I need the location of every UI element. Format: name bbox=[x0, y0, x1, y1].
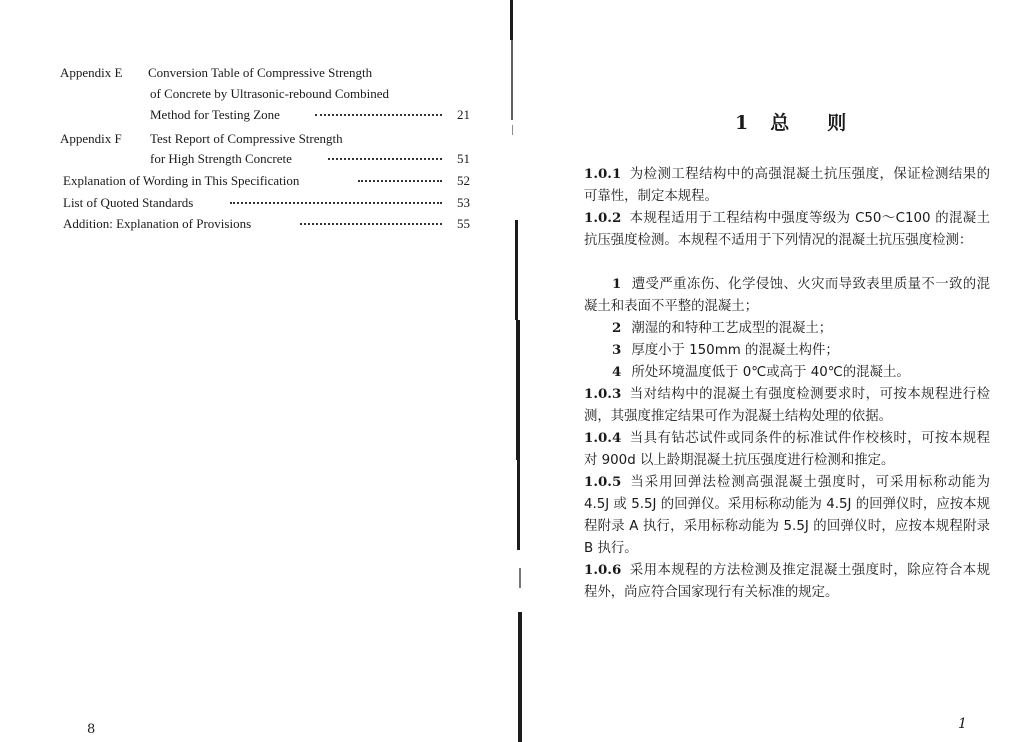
page-number-right: 1 bbox=[958, 716, 967, 732]
clause-text: 当具有钻芯试件或同条件的标准试件作校核时，可按本规程对 900d 以上龄期混凝土抗压强度进行检测和推定。 bbox=[584, 431, 990, 468]
leader-dots bbox=[315, 114, 442, 116]
leader-dots bbox=[300, 223, 442, 225]
clause-number: 1.0.3 bbox=[584, 386, 622, 402]
toc-title-line: Test Report of Compressive Strength bbox=[150, 131, 343, 146]
leader-dots bbox=[328, 158, 442, 160]
toc-page-number: 51 bbox=[457, 151, 470, 166]
clause-number: 1.0.4 bbox=[584, 430, 622, 446]
clause-text: 采用本规程的方法检测及推定混凝土强度时，除应符合本规程外，尚应符合国家现行有关标准的规定。 bbox=[584, 563, 990, 600]
list-item-number: 2 bbox=[612, 320, 622, 336]
list-item bbox=[584, 273, 990, 318]
toc-title-line: List of Quoted Standards bbox=[63, 195, 194, 210]
list-item-text: 所处环境温度低于 0℃或高于 40℃的混凝土。 bbox=[631, 365, 910, 380]
clause-text: 当对结构中的混凝土有强度检测要求时，可按本规程进行检测，其强度推定结果可作为混凝土结构处理的依据。 bbox=[584, 387, 990, 424]
left-page bbox=[0, 0, 510, 742]
clause-text: 为检测工程结构中的高强混凝土抗压强度，保证检测结果的可靠性，制定本规程。 bbox=[584, 167, 990, 204]
list-item-text: 潮湿的和特种工艺成型的混凝土； bbox=[631, 321, 833, 336]
clause-1-0-1 bbox=[584, 163, 990, 208]
toc-page-number: 21 bbox=[457, 107, 470, 122]
toc-title-line: for High Strength Concrete bbox=[150, 151, 292, 166]
list-item-number: 1 bbox=[612, 276, 622, 292]
list-item bbox=[584, 361, 990, 384]
clause-number: 1.0.2 bbox=[584, 210, 622, 226]
toc-label: Appendix E bbox=[60, 65, 123, 80]
leader-dots bbox=[358, 180, 442, 182]
toc-page-number: 53 bbox=[457, 195, 470, 210]
list-item-text: 遭受严重冻伤、化学侵蚀、火灾而导致表里质量不一致的混凝土和表面不平整的混凝土； bbox=[584, 277, 990, 314]
toc-page-number: 55 bbox=[457, 216, 470, 231]
list-item-text: 厚度小于 150mm 的混凝土构件； bbox=[631, 343, 839, 358]
toc-title-line: Explanation of Wording in This Specification bbox=[63, 173, 300, 188]
clause-text: 当采用回弹法检测高强混凝土强度时，可采用标称动能为 4.5J 或 5.5J 的回弹仪。采用标称动能为 4.5J 的回弹仪时，应按本规程附录 A 执行，采用标称动能为 5.5J 的回弹仪时，应按本规程附录 B 执行。 bbox=[584, 475, 990, 556]
chapter-title-char-1: 总 bbox=[770, 112, 792, 134]
clause-number: 1.0.1 bbox=[584, 166, 622, 182]
clause-1-0-6 bbox=[584, 559, 990, 604]
clause-1-0-5 bbox=[584, 471, 990, 560]
toc-title-line: Method for Testing Zone bbox=[150, 107, 280, 122]
chapter-title-char-2: 则 bbox=[827, 112, 849, 134]
page-number-left: 8 bbox=[87, 722, 96, 737]
toc-title-line: of Concrete by Ultrasonic-rebound Combined bbox=[150, 86, 389, 101]
list-item bbox=[584, 339, 990, 362]
list-item-number: 4 bbox=[612, 364, 622, 380]
clause-1-0-4 bbox=[584, 427, 990, 472]
clause-number: 1.0.6 bbox=[584, 562, 622, 578]
clause-1-0-3 bbox=[584, 383, 990, 428]
leader-dots bbox=[230, 202, 442, 204]
list-item-number: 3 bbox=[612, 342, 622, 358]
toc-title-line: Addition: Explanation of Provisions bbox=[63, 216, 252, 231]
toc-label: Appendix F bbox=[60, 131, 122, 146]
clause-1-0-2 bbox=[584, 207, 990, 252]
list-item bbox=[584, 317, 990, 340]
clause-text: 本规程适用于工程结构中强度等级为 C50～C100 的混凝土抗压强度检测。本规程不适用于下列情况的混凝土抗压强度检测： bbox=[584, 211, 990, 248]
toc-page-number: 52 bbox=[457, 173, 470, 188]
toc-title-line: Conversion Table of Compressive Strength bbox=[148, 65, 373, 80]
chapter-heading bbox=[735, 108, 848, 135]
clause-number: 1.0.5 bbox=[584, 474, 622, 490]
chapter-number: 1 bbox=[735, 112, 751, 134]
